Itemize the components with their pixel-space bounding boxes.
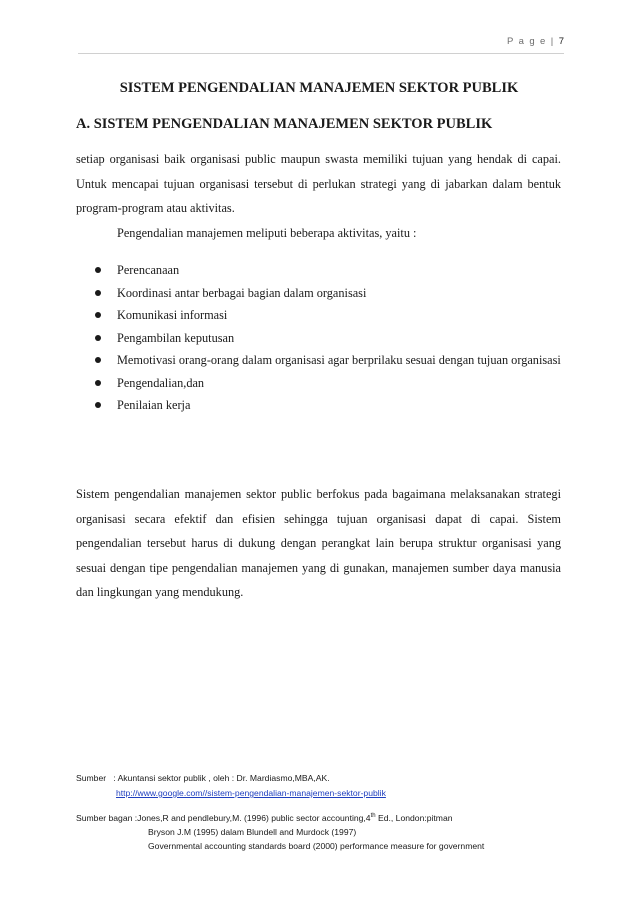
list-item-text: Perencanaan	[117, 263, 180, 277]
list-item	[92, 349, 561, 372]
bullet-icon	[95, 402, 101, 408]
source-2-line-3: Governmental accounting standards board (2000) performance measure for government	[148, 841, 485, 851]
document-title: SISTEM PENGENDALIAN MANAJEMEN SEKTOR PUBLIK	[119, 80, 519, 96]
source-1-label: Sumber	[76, 773, 107, 783]
list-item-text: Pengendalian,dan	[117, 375, 205, 390]
source-1	[76, 771, 330, 786]
source-2-sup: th	[370, 813, 376, 820]
list-intro: Pengendalian manajemen meliputi beberapa aktivitas, yaitu :	[117, 226, 417, 240]
page-number: 7	[558, 36, 564, 47]
bullet-icon	[95, 312, 101, 318]
list-item	[92, 372, 561, 395]
page-header	[78, 36, 564, 54]
list-item	[92, 394, 561, 417]
source-1-link-line	[116, 786, 386, 801]
source-2	[76, 811, 453, 826]
bullet-icon	[95, 267, 101, 273]
list-item	[92, 282, 561, 305]
list-item-text: Komunikasi informasi	[117, 308, 228, 322]
list-item	[92, 327, 561, 350]
source-2-suffix: Ed., London:pitman	[375, 813, 453, 823]
source-1-link[interactable]: http://www.google.com//sistem-pengendalian-manajemen-sektor-publik	[116, 788, 386, 798]
source-1-text: : Akuntansi sektor publik , oleh : Dr. Mardiasmo,MBA,AK.	[113, 773, 330, 783]
paragraph-system: Sistem pengendalian manajemen sektor public berfokus pada bagaimana melaksanakan strategi organisasi secara efektif dan efisien sehingga tujuan organisasi dapat di capai. Sistem pengendalian tersebut harus di dukung dengan perangkat lain berupa struktur organisasi yang sesuai dengan tipe pengendalian manajemen yang di gunakan, manajemen sumber daya manusia dan lingkungan yang mendukung.	[76, 487, 561, 599]
page-label: P a g e	[507, 36, 547, 47]
source-2-line-2: Bryson J.M (1995) dalam Blundell and Murdock (1997)	[148, 827, 357, 837]
list-item	[92, 259, 561, 282]
source-2-prefix: Sumber bagan :Jones,R and pendlebury,M. (1996) public sector accounting,4	[76, 813, 371, 823]
section-heading: A. SISTEM PENGENDALIAN MANAJEMEN SEKTOR PUBLIK	[76, 116, 493, 132]
list-item-text: Koordinasi antar berbagai bagian dalam organisasi	[117, 285, 367, 300]
bullet-icon	[95, 357, 101, 363]
bullet-icon	[95, 290, 101, 296]
paragraph-intro: setiap organisasi baik organisasi public maupun swasta memiliki tujuan yang hendak di capai. Untuk mencapai tujuan organisasi tersebut di perlukan strategi yang di jabarkan dalam bentuk program-program atau aktivitas.	[76, 152, 561, 215]
activity-list	[92, 259, 561, 417]
list-item-text: Pengambilan keputusan	[117, 330, 235, 345]
list-item-text: Memotivasi orang-orang dalam organisasi agar berprilaku sesuai dengan tujuan organisasi	[117, 353, 561, 367]
bullet-icon	[95, 335, 101, 341]
bullet-icon	[95, 380, 101, 386]
list-item	[92, 304, 561, 327]
page-separator: |	[550, 36, 555, 47]
list-item-text: Penilaian kerja	[117, 398, 191, 412]
